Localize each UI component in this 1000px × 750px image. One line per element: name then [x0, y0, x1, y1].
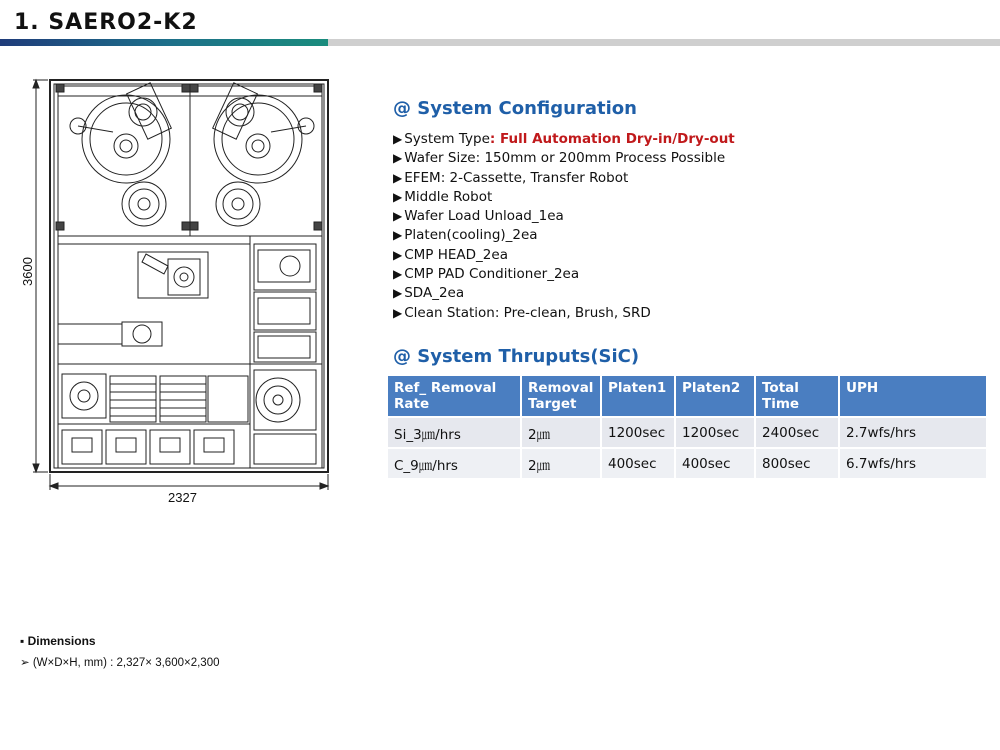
config-item: ▶ Platen(cooling)_2ea	[393, 227, 538, 244]
triangle-bullet-icon: ▶	[393, 209, 403, 224]
table-row	[388, 418, 986, 447]
column-header: UPH	[840, 376, 986, 416]
page-title: 1. SAERO2-K2	[14, 10, 198, 35]
title-underline-accent	[0, 39, 328, 46]
table-header-row	[388, 376, 986, 416]
system-configuration-title: @ System Configuration	[393, 98, 637, 119]
triangle-bullet-icon: ▶	[393, 132, 403, 146]
table-row	[388, 449, 986, 478]
table-cell: 2㎛	[522, 418, 600, 447]
triangle-bullet-icon: ▶	[393, 228, 403, 243]
table-cell: C_9㎛/hrs	[388, 449, 520, 478]
dimensions-text: ➢ (W×D×H, mm) : 2,327× 3,600×2,300	[20, 657, 220, 669]
thruputs-table	[386, 374, 988, 480]
height-dimension-label: 3600	[20, 257, 35, 286]
triangle-bullet-icon: ▶	[393, 170, 403, 185]
dimensions-heading: ▪ Dimensions	[20, 634, 96, 648]
triangle-bullet-icon: ▶	[393, 267, 403, 282]
column-header: Total Time	[756, 376, 838, 416]
triangle-bullet-icon: ▶	[393, 189, 403, 204]
config-item: ▶ Middle Robot	[393, 188, 493, 205]
config-item: ▶ Wafer Size: 150mm or 200mm Process Possible	[393, 150, 726, 167]
table-cell: 800sec	[756, 449, 838, 478]
system-thruputs-title: @ System Thruputs(SiC)	[393, 346, 640, 367]
triangle-bullet-icon: ▶	[393, 151, 403, 166]
table-cell: 2㎛	[522, 449, 600, 478]
table-cell: Si_3㎛/hrs	[388, 418, 520, 447]
table-cell: 400sec	[602, 449, 674, 478]
column-header: Removal Target	[522, 376, 600, 416]
equipment-layout-drawing	[18, 74, 338, 504]
table-cell: 1200sec	[676, 418, 754, 447]
table-cell: 1200sec	[602, 418, 674, 447]
column-header: Ref_ Removal Rate	[388, 376, 520, 416]
table-cell: 2.7wfs/hrs	[840, 418, 986, 447]
table-cell: 400sec	[676, 449, 754, 478]
table-cell: 6.7wfs/hrs	[840, 449, 986, 478]
config-item: ▶ Clean Station: Pre-clean, Brush, SRD	[393, 304, 651, 321]
table-cell: 2400sec	[756, 418, 838, 447]
column-header: Platen2	[676, 376, 754, 416]
config-item: ▶ EFEM: 2-Cassette, Transfer Robot	[393, 169, 629, 186]
title-underline-gray	[328, 39, 1000, 46]
config-item: ▶ CMP PAD Conditioner_2ea	[393, 266, 580, 283]
triangle-bullet-icon: ▶	[393, 286, 403, 301]
config-item: ▶ CMP HEAD_2ea	[393, 246, 508, 263]
system-type-highlight: : Full Automation Dry-in/Dry-out	[489, 131, 735, 147]
width-dimension-label: 2327	[168, 490, 197, 504]
system-configuration-list	[393, 130, 735, 323]
triangle-bullet-icon: ▶	[393, 305, 403, 320]
config-item: ▶ System Type: Full Automation Dry-in/Dry-out	[393, 131, 735, 147]
column-header: Platen1	[602, 376, 674, 416]
triangle-bullet-icon: ▶	[393, 247, 403, 262]
config-item: ▶ SDA_2ea	[393, 285, 465, 302]
config-item: ▶ Wafer Load Unload_1ea	[393, 208, 564, 225]
